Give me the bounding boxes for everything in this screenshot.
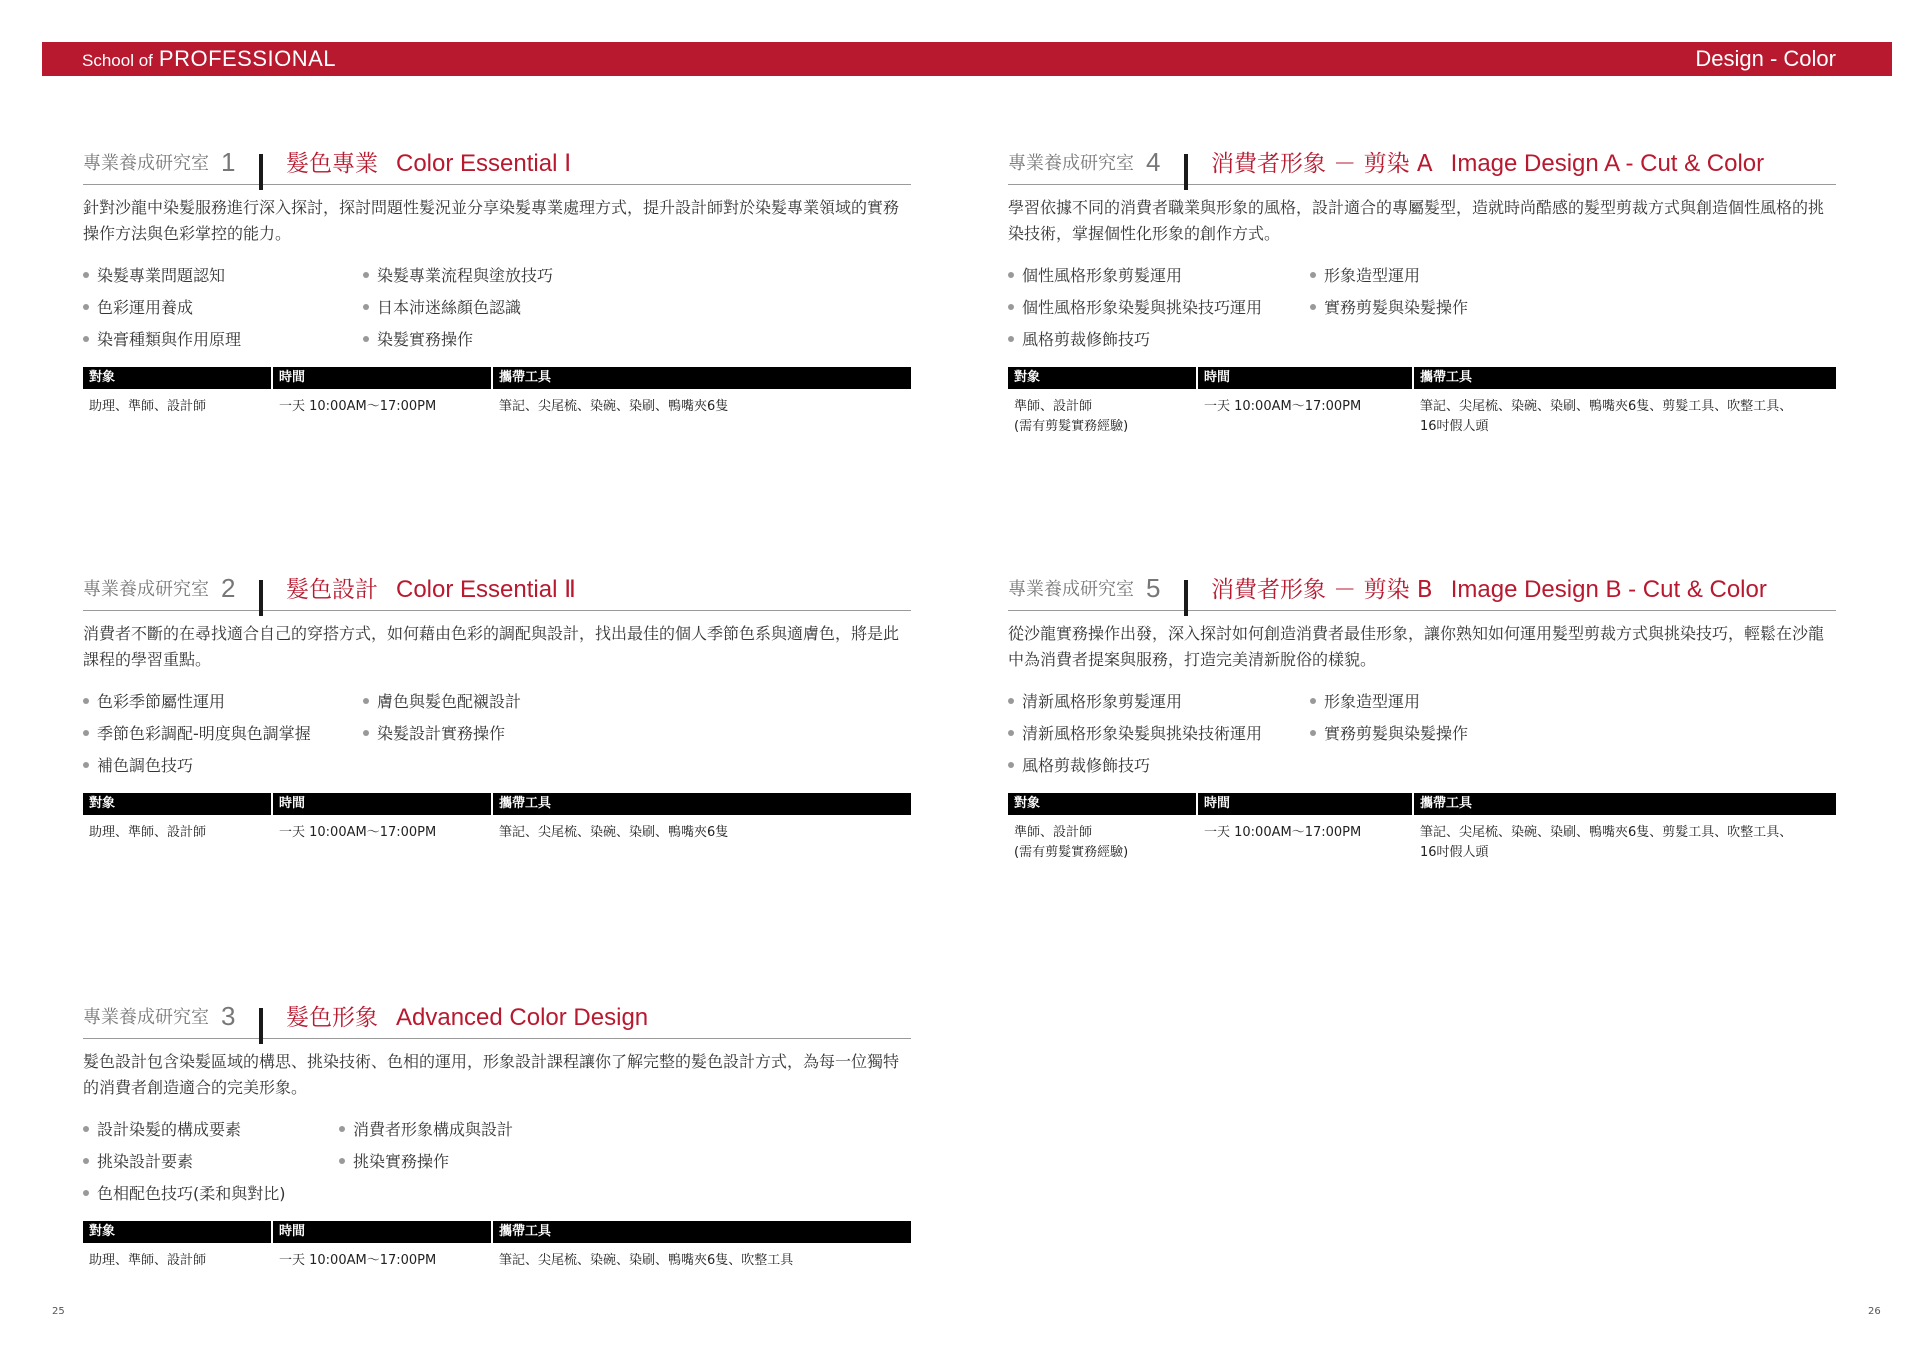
header-tools: 攜帶工具 <box>1414 367 1836 389</box>
topic-list <box>83 1117 911 1213</box>
topic-item: 挑染設計要素 <box>83 1149 193 1172</box>
course-info-table <box>83 1221 911 1271</box>
topic-item: 形象造型運用 <box>1310 689 1420 712</box>
bullet-dot-icon <box>83 1158 89 1164</box>
course-header <box>1008 142 1836 185</box>
bullet-dot-icon <box>83 698 89 704</box>
topic-item: 實務剪髮與染髮操作 <box>1310 721 1468 744</box>
bullet-dot-icon <box>363 272 369 278</box>
time-cell: 一天 10:00AM～17:00PM <box>279 1253 437 1268</box>
divider-bar <box>259 1008 263 1044</box>
topic-item: 挑染實務操作 <box>339 1149 449 1172</box>
topic-item: 染髮實務操作 <box>363 327 473 350</box>
divider-bar <box>259 154 263 190</box>
bullet-dot-icon <box>1008 762 1014 768</box>
course-description: 從沙龍實務操作出發，深入探討如何創造消費者最佳形象，讓你熟知如何運用髮型剪裁方式與挑染技巧，輕鬆在沙龍中為消費者提案與服務，打造完美清新脫俗的樣貌。 <box>1008 624 1825 669</box>
bullet-dot-icon <box>1310 272 1316 278</box>
bullet-dot-icon <box>1310 730 1316 736</box>
course-header <box>83 996 911 1039</box>
course-number: 2 <box>221 573 236 603</box>
topic-item: 染髮設計實務操作 <box>363 721 505 744</box>
bullet-dot-icon <box>83 336 89 342</box>
bullet-dot-icon <box>1008 698 1014 704</box>
tools-cell: 筆記、尖尾梳、染碗、染刷、鴨嘴夾6隻、剪髮工具、吹整工具、 16吋假人頭 <box>1420 399 1793 434</box>
topic-list <box>83 689 911 785</box>
topic-item: 清新風格形象染髮與挑染技術運用 <box>1008 721 1262 744</box>
topic-item: 風格剪裁修飾技巧 <box>1008 753 1150 776</box>
topic-item: 個性風格形象剪髮運用 <box>1008 263 1182 286</box>
tools-cell: 筆記、尖尾梳、染碗、染刷、鴨嘴夾6隻 <box>499 825 729 840</box>
time-cell: 一天 10:00AM～17:00PM <box>279 825 437 840</box>
brand-prefix: School of <box>82 51 153 70</box>
course-title: 髮色專業 Color Essential Ⅰ <box>286 150 572 177</box>
topic-item: 實務剪髮與染髮操作 <box>1310 295 1468 318</box>
course-header <box>83 142 911 185</box>
bullet-dot-icon <box>83 272 89 278</box>
header-time: 時間 <box>273 1221 493 1243</box>
time-cell: 一天 10:00AM～17:00PM <box>1204 825 1362 840</box>
topic-item: 染髮專業流程與塗放技巧 <box>363 263 553 286</box>
course-title: 髮色形象 Advanced Color Design <box>286 1004 649 1031</box>
table-row <box>83 1251 911 1271</box>
topic-item: 設計染髮的構成要素 <box>83 1117 241 1140</box>
course-description: 消費者不斷的在尋找適合自己的穿搭方式，如何藉由色彩的調配與設計，找出最佳的個人季節色系與適膚色，將是此課程的學習重點。 <box>83 624 900 669</box>
course-card-2 <box>83 568 911 843</box>
header-bar <box>42 42 1892 76</box>
topic-item: 染膏種類與作用原理 <box>83 327 241 350</box>
course-card-4 <box>1008 142 1836 437</box>
topic-item: 色相配色技巧(柔和與對比) <box>83 1181 286 1204</box>
topic-item: 染髮專業問題認知 <box>83 263 225 286</box>
course-description: 針對沙龍中染髮服務進行深入探討，探討問題性髮況並分享染髮專業處理方式，提升設計師對於染髮專業領域的實務操作方法與色彩掌控的能力。 <box>83 198 900 243</box>
header-time: 時間 <box>273 793 493 815</box>
tools-cell: 筆記、尖尾梳、染碗、染刷、鴨嘴夾6隻、吹整工具 <box>499 1253 794 1268</box>
header-audience: 對象 <box>83 1221 273 1243</box>
section-title: Design - Color <box>1695 46 1836 71</box>
divider-bar <box>1184 580 1188 616</box>
page-number-left: 25 <box>52 1306 65 1317</box>
bullet-dot-icon <box>339 1158 345 1164</box>
bullet-dot-icon <box>363 304 369 310</box>
course-info-table <box>83 367 911 417</box>
topic-item: 膚色與髮色配襯設計 <box>363 689 521 712</box>
topic-item: 形象造型運用 <box>1310 263 1420 286</box>
table-row <box>83 397 911 417</box>
topic-list <box>83 263 911 359</box>
bullet-dot-icon <box>83 304 89 310</box>
divider-bar <box>1184 154 1188 190</box>
table-header-row <box>83 367 911 389</box>
bullet-dot-icon <box>1008 304 1014 310</box>
course-info-table <box>1008 367 1836 437</box>
header-tools: 攜帶工具 <box>493 793 911 815</box>
course-card-3 <box>83 996 911 1271</box>
audience-cell: 助理、準師、設計師 <box>89 399 207 414</box>
audience-cell: 助理、準師、設計師 <box>89 1253 207 1268</box>
audience-cell: 助理、準師、設計師 <box>89 825 207 840</box>
header-audience: 對象 <box>1008 793 1198 815</box>
topic-item: 個性風格形象染髮與挑染技巧運用 <box>1008 295 1262 318</box>
time-cell: 一天 10:00AM～17:00PM <box>1204 399 1362 414</box>
topic-item: 清新風格形象剪髮運用 <box>1008 689 1182 712</box>
header-audience: 對象 <box>83 367 273 389</box>
bullet-dot-icon <box>83 1190 89 1196</box>
bullet-dot-icon <box>1310 698 1316 704</box>
course-info-table <box>83 793 911 843</box>
course-title: 髮色設計 Color Essential Ⅱ <box>286 576 576 603</box>
bullet-dot-icon <box>83 1126 89 1132</box>
course-description: 髮色設計包含染髮區域的構思、挑染技術、色相的運用，形象設計課程讓你了解完整的髮色設計方式，為每一位獨特的消費者創造適合的完美形象。 <box>83 1052 900 1097</box>
table-header-row <box>83 1221 911 1243</box>
audience-cell: 準師、設計師 (需有剪髮實務經驗) <box>1014 399 1129 434</box>
table-header-row <box>1008 367 1836 389</box>
header-time: 時間 <box>1198 367 1414 389</box>
topic-item: 季節色彩調配-明度與色調掌握 <box>83 721 311 744</box>
course-number: 1 <box>221 147 236 177</box>
bullet-dot-icon <box>339 1126 345 1132</box>
topic-item: 風格剪裁修飾技巧 <box>1008 327 1150 350</box>
bullet-dot-icon <box>363 730 369 736</box>
bullet-dot-icon <box>1008 336 1014 342</box>
topic-item: 消費者形象構成與設計 <box>339 1117 513 1140</box>
bullet-dot-icon <box>83 762 89 768</box>
header-tools: 攜帶工具 <box>1414 793 1836 815</box>
page-number-right: 26 <box>1868 1306 1881 1317</box>
tools-cell: 筆記、尖尾梳、染碗、染刷、鴨嘴夾6隻、剪髮工具、吹整工具、 16吋假人頭 <box>1420 825 1793 860</box>
bullet-dot-icon <box>363 698 369 704</box>
lab-label: 專業養成研究室 5 <box>1008 573 1161 603</box>
header-audience: 對象 <box>1008 367 1198 389</box>
bullet-dot-icon <box>83 730 89 736</box>
lab-label: 專業養成研究室 4 <box>1008 147 1161 177</box>
header-time: 時間 <box>273 367 493 389</box>
topic-list <box>1008 263 1836 359</box>
tools-cell: 筆記、尖尾梳、染碗、染刷、鴨嘴夾6隻 <box>499 399 729 414</box>
topic-item: 補色調色技巧 <box>83 753 193 776</box>
table-row <box>83 823 911 843</box>
lab-label: 專業養成研究室 1 <box>83 147 236 177</box>
header-tools: 攜帶工具 <box>493 367 911 389</box>
lab-label: 專業養成研究室 3 <box>83 1001 236 1031</box>
course-info-table <box>1008 793 1836 863</box>
school-brand <box>82 42 336 76</box>
lab-label: 專業養成研究室 2 <box>83 573 236 603</box>
topic-item: 日本沛迷絲顏色認識 <box>363 295 521 318</box>
topic-list <box>1008 689 1836 785</box>
course-title: 消費者形象 － 剪染 B Image Design B - Cut & Color <box>1211 576 1767 603</box>
course-number: 5 <box>1146 573 1161 603</box>
topic-item: 色彩季節屬性運用 <box>83 689 225 712</box>
course-number: 3 <box>221 1001 236 1031</box>
course-description: 學習依據不同的消費者職業與形象的風格，設計適合的專屬髮型，造就時尚酷感的髮型剪裁方式與創造個性風格的挑染技術，掌握個性化形象的創作方式。 <box>1008 198 1825 243</box>
header-time: 時間 <box>1198 793 1414 815</box>
bullet-dot-icon <box>1310 304 1316 310</box>
audience-cell: 準師、設計師 (需有剪髮實務經驗) <box>1014 825 1129 860</box>
brand-name: PROFESSIONAL <box>158 46 337 71</box>
divider-bar <box>259 580 263 616</box>
table-row <box>1008 397 1836 437</box>
course-number: 4 <box>1146 147 1161 177</box>
course-card-5 <box>1008 568 1836 863</box>
topic-item: 色彩運用養成 <box>83 295 193 318</box>
course-header <box>1008 568 1836 611</box>
header-tools: 攜帶工具 <box>493 1221 911 1243</box>
bullet-dot-icon <box>1008 272 1014 278</box>
table-row <box>1008 823 1836 863</box>
bullet-dot-icon <box>363 336 369 342</box>
course-header <box>83 568 911 611</box>
bullet-dot-icon <box>1008 730 1014 736</box>
course-title: 消費者形象 － 剪染 A Image Design A - Cut & Color <box>1211 150 1765 177</box>
course-card-1 <box>83 142 911 417</box>
table-header-row <box>1008 793 1836 815</box>
table-header-row <box>83 793 911 815</box>
header-audience: 對象 <box>83 793 273 815</box>
time-cell: 一天 10:00AM～17:00PM <box>279 399 437 414</box>
